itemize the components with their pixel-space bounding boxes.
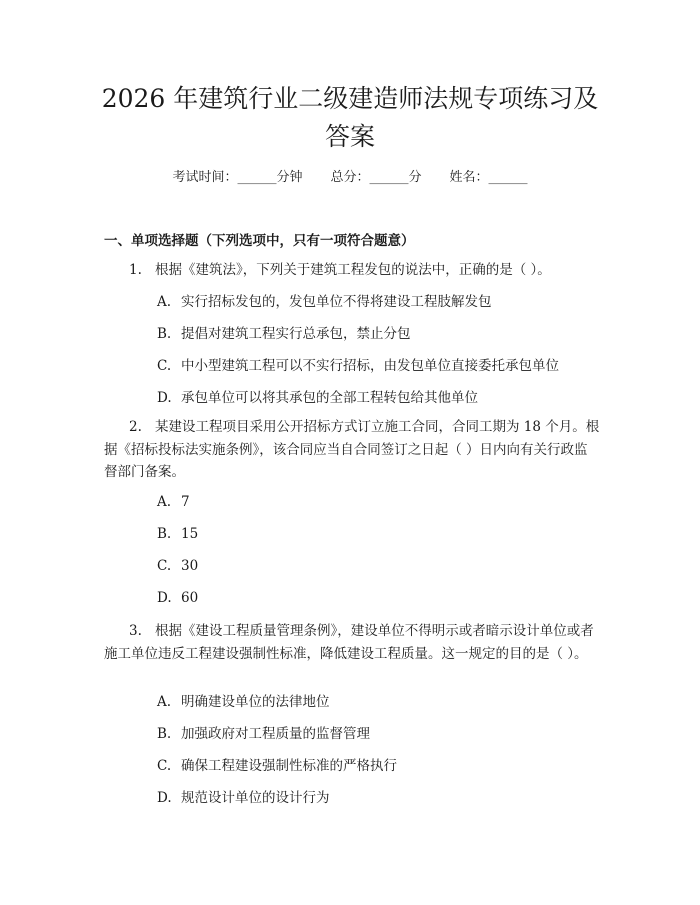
option-text: 中小型建筑工程可以不实行招标，由发包单位直接委托承包单位 — [181, 358, 559, 374]
page-title-line-1: 2026 年建筑行业二级建造师法规专项练习及 — [101, 84, 599, 113]
question-3-option-d — [157, 788, 330, 808]
option-letter: C. — [157, 558, 172, 574]
question-3-option-b — [157, 724, 370, 744]
question-3-option-a — [157, 692, 330, 712]
option-text: 实行招标发包的，发包单位不得将建设工程肢解发包 — [181, 294, 492, 310]
name-group — [450, 170, 528, 185]
question-3-option-c — [157, 756, 397, 776]
question-2-option-b — [157, 524, 198, 544]
option-letter: D. — [157, 790, 172, 806]
option-text: 承包单位可以将其承包的全部工程转包给其他单位 — [181, 390, 478, 406]
option-text: 30 — [181, 558, 199, 574]
section-heading: 一、单项选择题（下列选项中，只有一项符合题意） — [104, 233, 415, 249]
option-letter: B. — [157, 526, 172, 542]
question-1-option-d — [157, 388, 478, 408]
question-1 — [104, 259, 600, 282]
exam-time-blank: ______ — [237, 170, 277, 185]
option-text: 提倡对建筑工程实行总承包，禁止分包 — [181, 326, 411, 342]
name-label: 姓名： — [449, 170, 489, 185]
option-letter: A. — [157, 694, 172, 710]
exam-time-unit: 分钟 — [276, 170, 303, 185]
question-number: 3. — [129, 623, 142, 639]
option-text: 7 — [181, 494, 190, 510]
option-text: 规范设计单位的设计行为 — [181, 790, 330, 806]
question-2-option-a — [157, 492, 190, 512]
question-text: 根据《建筑法》，下列关于建筑工程发包的说法中，正确的是（ ）。 — [155, 262, 551, 278]
option-text: 15 — [181, 526, 199, 542]
option-letter: D. — [157, 590, 172, 606]
option-letter: D. — [157, 390, 172, 406]
total-score-group — [330, 170, 421, 185]
option-letter: C. — [157, 358, 172, 374]
question-2-option-c — [157, 556, 198, 576]
question-1-option-b — [157, 324, 411, 344]
total-score-blank: ______ — [369, 170, 409, 185]
question-text: 根据《建设工程质量管理条例》，建设单位不得明示或者暗示设计单位或者施工单位违反工程建设强制性标准，降低建设工程质量。这一规定的目的是（ ）。 — [104, 623, 594, 662]
option-letter: A. — [157, 494, 172, 510]
total-score-unit: 分 — [408, 170, 422, 185]
total-score-label: 总分： — [330, 170, 370, 185]
exam-time-group — [172, 170, 302, 185]
option-letter: A. — [157, 294, 172, 310]
question-text: 某建设工程项目采用公开招标方式订立施工合同，合同工期为 18 个月。根据《招标投标法实施条例》，该合同应当自合同签订之日起（ ）日内向有关行政监督部门备案。 — [104, 419, 600, 480]
question-number: 1. — [129, 262, 142, 278]
option-letter: B. — [157, 326, 172, 342]
name-blank: ______ — [488, 170, 528, 185]
question-2-option-d — [157, 588, 198, 608]
page-title-line-2: 答案 — [324, 122, 375, 151]
option-letter: B. — [157, 726, 172, 742]
question-1-option-a — [157, 292, 492, 312]
exam-time-label: 考试时间： — [172, 170, 238, 185]
question-number: 2. — [129, 419, 142, 435]
option-text: 确保工程建设强制性标准的严格执行 — [181, 758, 397, 774]
question-1-option-c — [157, 356, 559, 376]
option-text: 60 — [181, 590, 199, 606]
question-2 — [104, 416, 600, 484]
option-letter: C. — [157, 758, 172, 774]
option-text: 加强政府对工程质量的监督管理 — [181, 726, 370, 742]
question-3 — [104, 620, 600, 665]
exam-meta — [0, 168, 700, 188]
option-text: 明确建设单位的法律地位 — [181, 694, 330, 710]
